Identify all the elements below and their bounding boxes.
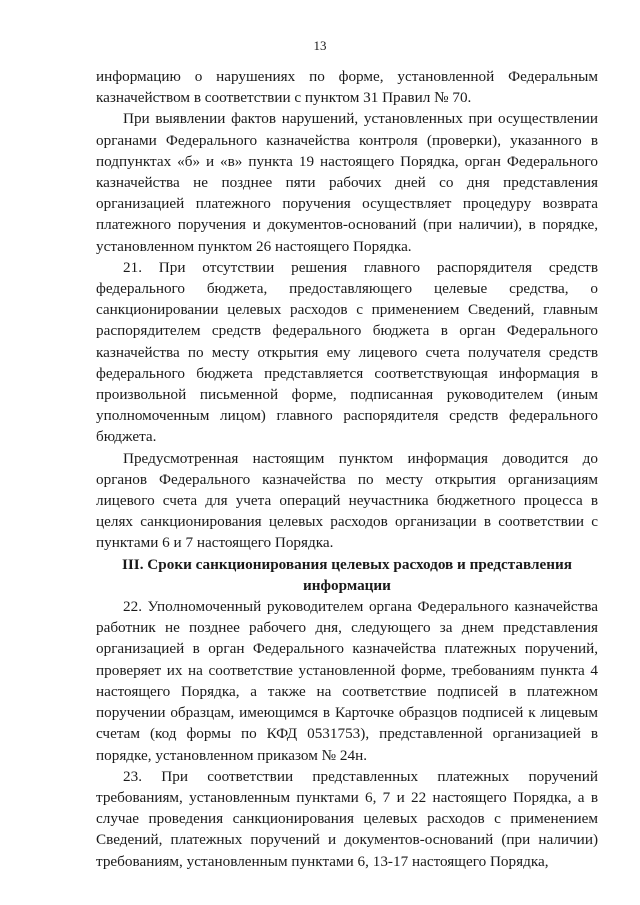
paragraph-item-22: 22. Уполномоченный руководителем органа Федерального казначейства работник не позднее рабочего дня, следующего за днем представления организацией в орган Федерального казначейства платежных поручений, проверяет их на соответствие установленной форме, требованиям пункта 4 настоящего Порядка, а также на соответствие подписей в платежном поручении образцам, имеющимся в Карточке образцов подписей к лицевым счетам (код формы по КФД 0531753), представленной организацией в порядке, установленном приказом № 24н. (96, 598, 598, 764)
section-heading: III. Сроки санкционирования целевых расходов и представления информации (121, 555, 572, 594)
paragraph-item-21: 21. При отсутствии решения главного распорядителя средств федерального бюджета, предоставляющего целевые средства, о санкционировании целевых расходов с применением Сведений, главным распорядителем средств федерального бюджета в орган Федерального казначейства по месту открытия ему лицевого счета получателя средств федерального бюджета представляется соответствующая информация в произвольной письменной форме, подписанная руководителем (иным уполномоченным лицом) главного распорядителя средств федерального бюджета. (96, 258, 598, 446)
paragraph-item-21-info: Предусмотренная настоящим пунктом информация доводится до органов Федерального казначейства по месту открытия организациям лицевого счета для учета операций неучастника бюджетного процесса в целях санкционирования целевых расходов организации в соответствии с пунктами 6 и 7 настоящего Порядка. (96, 449, 598, 552)
paragraph-violations: При выявлении фактов нарушений, установленных при осуществлении органами Федерального казначейства контроля (проверки), указанного в подпунктах «б» и «в» пункта 19 настоящего Порядка, орган Федерального казначейства не позднее пяти рабочих дней со дня представления организацией платежного поручения осуществляет процедуру возврата платежного поручения и документов-оснований (при наличии), в порядке, установленном пунктом 26 настоящего Порядка. (96, 110, 598, 255)
paragraph-item-23: 23. При соответствии представленных платежных поручений требованиям, установленным пунктами 6, 7 и 22 настоящего Порядка, а в случае проведения санкционирования целевых расходов с применением Сведений, платежных поручений и документов-оснований (при наличии) требованиям, установленным пунктами 6, 13-17 настоящего Порядка, (96, 767, 598, 870)
document-body (96, 66, 598, 872)
paragraph-continuation: информацию о нарушениях по форме, установленной Федеральным казначейством в соответствии с пунктом 31 Правил № 70. (96, 68, 598, 107)
page-number: 13 (313, 38, 327, 53)
